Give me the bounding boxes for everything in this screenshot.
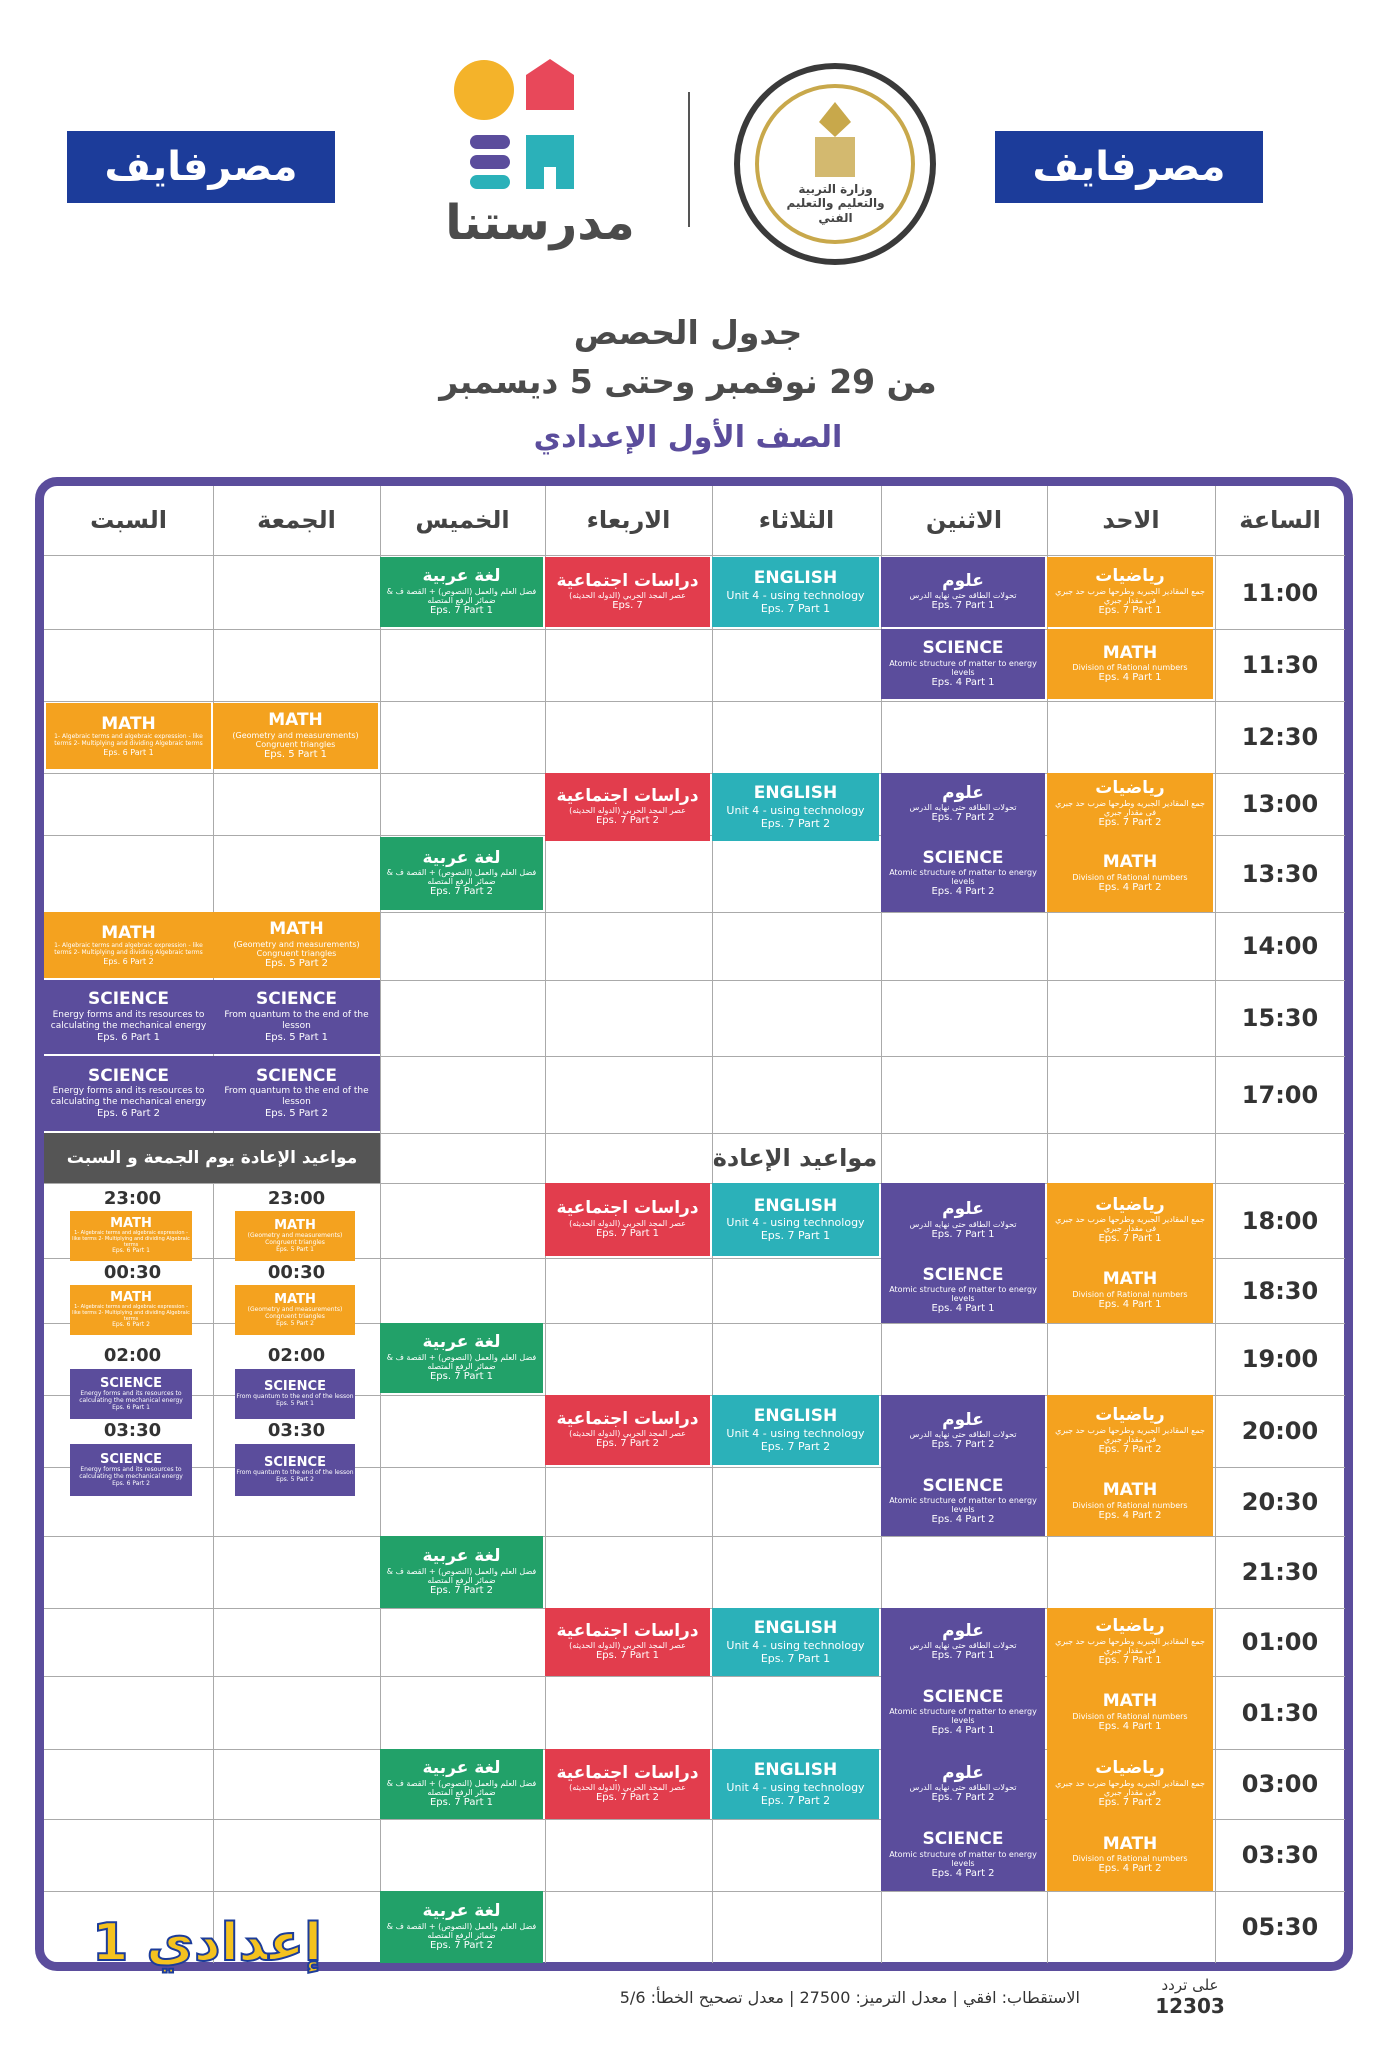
sun-riyadiyat-0100[interactable]: رياضيات جمع المقادير الجبريه وطرحها ضرب حد جبري فى مقدار جبري Eps. 7 Part 1 (1047, 1608, 1213, 1676)
grade-title: الصف الأول الإعدادي (533, 420, 843, 455)
time-1100: 11:00 (1241, 579, 1319, 607)
ministry-seal-icon (733, 62, 938, 267)
wed-social-1100[interactable]: دراسات اجتماعية عصر المجد الحربي (الدوله الحديثه) Eps. 7 (545, 557, 710, 627)
madrasetna-text: مدرستنا (445, 195, 635, 251)
time-0300: 03:00 (1241, 1770, 1319, 1798)
time-0100: 01:00 (1241, 1628, 1319, 1656)
grid-hline (44, 1891, 1345, 1892)
frequency-block (1150, 1976, 1230, 2018)
grid-vline (380, 486, 381, 1963)
wed-social-1800[interactable]: دراسات اجتماعية عصر المجد الحربي (الدوله الحديثه) Eps. 7 Part 1 (545, 1183, 710, 1256)
replay-weekend-title: مواعيد الإعادة يوم الجمعة و السبت (44, 1133, 380, 1183)
ministry-seal (733, 62, 938, 267)
mon-science-2030[interactable]: SCIENCE Atomic structure of matter to energy levels Eps. 4 Part 2 (881, 1467, 1045, 1536)
time-1130: 11:30 (1241, 651, 1319, 679)
fri-replay-time-0330: 03:30 (267, 1420, 326, 1441)
fri-replay-math-2300[interactable]: MATH (Geometry and measurements) Congruent triangles Eps. 5 Part 1 (235, 1211, 355, 1261)
mon-oloom-0300[interactable]: علوم تحولات الطاقه حتى نهايه الدرس Eps. 7 Part 2 (881, 1749, 1045, 1819)
tue-english-0300[interactable]: ENGLISH Unit 4 - using technology Eps. 7 Part 2 (712, 1749, 879, 1819)
fri-replay-time-0200: 02:00 (267, 1345, 326, 1366)
madrasetna-logo (440, 55, 640, 265)
schedule-dates: من 29 نوفمبر وحتى 5 ديسمبر (439, 362, 937, 401)
thu-arabic-0300[interactable]: لغة عربية فضل العلم والعمل (النصوص) + القصة ف & ضمائر الرفع المتصله Eps. 7 Part 1 (380, 1749, 543, 1819)
sun-math-1830[interactable]: MATH Division of Rational numbers Eps. 4 Part 1 (1047, 1258, 1213, 1323)
mon-science-1330[interactable]: SCIENCE Atomic structure of matter to energy levels Eps. 4 Part 2 (881, 835, 1045, 912)
sun-math-1130[interactable]: MATH Division of Rational numbers Eps. 4 Part 1 (1047, 629, 1213, 699)
time-1800: 18:00 (1241, 1206, 1319, 1235)
time-1530: 15:30 (1241, 1004, 1319, 1032)
sat-replay-math-0030[interactable]: MATH 1- Algebraic terms and algebraic expression - like terms 2- Multiplying and dividing Algebraic terms Eps. 6 Part 2 (70, 1285, 192, 1335)
col-saturday: السبت (90, 506, 167, 534)
sun-riyadiyat-1100[interactable]: رياضيات جمع المقادير الجبريه وطرحها ضرب حد جبري فى مقدار جبري Eps. 7 Part 1 (1047, 557, 1213, 627)
col-hour: الساعة (1239, 506, 1321, 534)
fri-science-1530[interactable]: SCIENCE From quantum to the end of the lesson Eps. 5 Part 1 (213, 980, 380, 1054)
tue-english-2000[interactable]: ENGLISH Unit 4 - using technology Eps. 7 Part 2 (712, 1395, 879, 1465)
sat-replay-time-0330: 03:30 (103, 1420, 162, 1441)
mon-oloom-1100[interactable]: علوم تحولات الطاقه حتى نهايه الدرس Eps. 7 Part 1 (881, 557, 1045, 627)
col-tuesday: الثلاثاء (758, 506, 835, 534)
mon-science-1130[interactable]: SCIENCE Atomic structure of matter to energy levels Eps. 4 Part 1 (881, 629, 1045, 699)
logo-divider (688, 92, 690, 227)
frequency-value: 12303 (1155, 1994, 1225, 2018)
col-thursday: الخميس (415, 506, 510, 534)
thu-arabic-2130[interactable]: لغة عربية فضل العلم والعمل (النصوص) + القصة ف & ضمائر الرفع المتصله Eps. 7 Part 2 (380, 1536, 543, 1608)
grid-hline (44, 701, 1345, 702)
sat-replay-time-2300: 23:00 (103, 1188, 162, 1209)
sat-replay-science-0330[interactable]: SCIENCE Energy forms and its resources to calculating the mechanical energy Eps. 6 Part 2 (70, 1444, 192, 1496)
sat-math-1230[interactable]: MATH 1- Algebraic terms and algebraic expression - like terms 2- Multiplying and dividing Algebraic terms Eps. 6 Part 1 (46, 703, 211, 769)
sun-math-2030[interactable]: MATH Division of Rational numbers Eps. 4 Part 2 (1047, 1467, 1213, 1536)
tue-english-1800[interactable]: ENGLISH Unit 4 - using technology Eps. 7 Part 1 (712, 1183, 879, 1256)
sun-riyadiyat-1300[interactable]: رياضيات جمع المقادير الجبريه وطرحها ضرب حد جبري فى مقدار جبري Eps. 7 Part 2 (1047, 773, 1213, 835)
time-2130: 21:30 (1241, 1558, 1319, 1586)
wed-social-2000[interactable]: دراسات اجتماعية عصر المجد الحربي (الدوله الحديثه) Eps. 7 Part 2 (545, 1395, 710, 1465)
grade-badge-text: إعدادي 1 (92, 1913, 322, 1973)
sun-riyadiyat-1800[interactable]: رياضيات جمع المقادير الجبريه وطرحها ضرب حد جبري فى مقدار جبري Eps. 7 Part 1 (1047, 1183, 1213, 1258)
grade-badge (82, 1903, 332, 1983)
sat-math-1400[interactable]: MATH 1- Algebraic terms and algebraic expression - like terms 2- Multiplying and dividing Algebraic terms Eps. 6 Part 2 (44, 912, 213, 978)
col-wednesday: الاربعاء (586, 506, 671, 534)
wed-social-0300[interactable]: دراسات اجتماعية عصر المجد الحربي (الدوله الحديثه) Eps. 7 Part 2 (545, 1749, 710, 1819)
sun-riyadiyat-2000[interactable]: رياضيات جمع المقادير الجبريه وطرحها ضرب حد جبري فى مقدار جبري Eps. 7 Part 2 (1047, 1395, 1213, 1467)
time-0330: 03:30 (1241, 1841, 1319, 1869)
brand-banner-left: مصرفايف (67, 131, 335, 203)
thu-arabic-0530[interactable]: لغة عربية فضل العلم والعمل (النصوص) + القصة ف & ضمائر الرفع المتصله Eps. 7 Part 2 (380, 1891, 543, 1963)
time-1830: 18:30 (1241, 1276, 1319, 1305)
col-friday: الجمعة (257, 506, 336, 534)
fri-science-1700[interactable]: SCIENCE From quantum to the end of the lesson Eps. 5 Part 2 (213, 1056, 380, 1131)
sat-replay-time-0200: 02:00 (103, 1345, 162, 1366)
time-0130: 01:30 (1241, 1698, 1319, 1727)
time-1400: 14:00 (1241, 932, 1319, 960)
thu-arabic-1900[interactable]: لغة عربية فضل العلم والعمل (النصوص) + القصة ف & ضمائر الرفع المتصله Eps. 7 Part 1 (380, 1323, 543, 1393)
fri-math-1400[interactable]: MATH (Geometry and measurements) Congruent triangles Eps. 5 Part 2 (213, 912, 380, 978)
tue-english-1300[interactable]: ENGLISH Unit 4 - using technology Eps. 7 Part 2 (712, 773, 879, 841)
sat-replay-time-0030: 00:30 (103, 1262, 162, 1283)
time-1700: 17:00 (1241, 1080, 1319, 1109)
wed-social-0100[interactable]: دراسات اجتماعية عصر المجد الحربي (الدوله الحديثه) Eps. 7 Part 1 (545, 1608, 710, 1676)
sun-riyadiyat-0300[interactable]: رياضيات جمع المقادير الجبريه وطرحها ضرب حد جبري فى مقدار جبري Eps. 7 Part 2 (1047, 1749, 1213, 1819)
thu-arabic-1330[interactable]: لغة عربية فضل العلم والعمل (النصوص) + القصة ف & ضمائر الرفع المتصله Eps. 7 Part 2 (380, 837, 543, 910)
grid-hline (44, 555, 1345, 556)
grid-hline (44, 1536, 1345, 1537)
broadcast-specs: الاستقطاب: افقي | معدل الترميز: 27500 | معدل تصحيح الخطأ: 5/6 (619, 1988, 1080, 2007)
fri-replay-time-0030: 00:30 (267, 1262, 326, 1283)
time-0530: 05:30 (1241, 1913, 1319, 1941)
fri-replay-time-2300: 23:00 (267, 1188, 326, 1209)
brand-banner-right: مصرفايف (995, 131, 1263, 203)
sat-replay-science-0200[interactable]: SCIENCE Energy forms and its resources to calculating the mechanical energy Eps. 6 Part 1 (70, 1369, 192, 1419)
wed-social-1300[interactable]: دراسات اجتماعية عصر المجد الحربي (الدوله الحديثه) Eps. 7 Part 2 (545, 773, 710, 841)
fri-replay-science-0330[interactable]: SCIENCE From quantum to the end of the lesson Eps. 5 Part 2 (235, 1444, 355, 1496)
sat-science-1700[interactable]: SCIENCE Energy forms and its resources to calculating the mechanical energy Eps. 6 Part 2 (44, 1056, 213, 1131)
mon-oloom-0100[interactable]: علوم تحولات الطاقه حتى نهايه الدرس Eps. 7 Part 1 (881, 1608, 1045, 1676)
time-2030: 20:30 (1241, 1487, 1319, 1516)
mon-oloom-2000[interactable]: علوم تحولات الطاقه حتى نهايه الدرس Eps. 7 Part 2 (881, 1395, 1045, 1467)
fri-replay-math-0030[interactable]: MATH (Geometry and measurements) Congruent triangles Eps. 5 Part 2 (235, 1285, 355, 1335)
col-sunday: الاحد (1102, 506, 1160, 534)
thu-arabic-1100[interactable]: لغة عربية فضل العلم والعمل (النصوص) + القصة ف & ضمائر الرفع المتصله Eps. 7 Part 1 (380, 557, 543, 627)
time-1330: 13:30 (1241, 859, 1319, 888)
schedule-title: جدول الحصص (573, 313, 803, 352)
ministry-name-ar: وزارة التربية والتعليم والتعليم الفني (786, 182, 885, 225)
replay-title: مواعيد الإعادة (712, 1144, 878, 1172)
mon-science-0130[interactable]: SCIENCE Atomic structure of matter to energy levels Eps. 4 Part 1 (881, 1676, 1045, 1749)
sun-math-0130[interactable]: MATH Division of Rational numbers Eps. 4 Part 1 (1047, 1676, 1213, 1749)
time-1300: 13:00 (1241, 790, 1319, 818)
time-1230: 12:30 (1241, 723, 1319, 751)
mon-science-0330[interactable]: SCIENCE Atomic structure of matter to energy levels Eps. 4 Part 2 (881, 1819, 1045, 1891)
sun-math-0330[interactable]: MATH Division of Rational numbers Eps. 4 Part 2 (1047, 1819, 1213, 1891)
frequency-label: على تردد (1161, 1976, 1219, 1994)
time-1900: 19:00 (1241, 1345, 1319, 1373)
mon-science-1830[interactable]: SCIENCE Atomic structure of matter to energy levels Eps. 4 Part 1 (881, 1258, 1045, 1323)
mon-oloom-1800[interactable]: علوم تحولات الطاقه حتى نهايه الدرس Eps. 7 Part 1 (881, 1183, 1045, 1258)
fri-replay-science-0200[interactable]: SCIENCE From quantum to the end of the lesson Eps. 5 Part 1 (235, 1369, 355, 1419)
sat-replay-math-2300[interactable]: MATH 1- Algebraic terms and algebraic expression - like terms 2- Multiplying and dividing Algebraic terms Eps. 6 Part 1 (70, 1211, 192, 1261)
sun-math-1330[interactable]: MATH Division of Rational numbers Eps. 4 Part 2 (1047, 835, 1213, 912)
time-2000: 20:00 (1241, 1417, 1319, 1445)
fri-math-1230[interactable]: MATH (Geometry and measurements) Congruent triangles Eps. 5 Part 1 (213, 703, 378, 769)
tue-english-0100[interactable]: ENGLISH Unit 4 - using technology Eps. 7 Part 1 (712, 1608, 879, 1676)
tue-english-1100[interactable]: ENGLISH Unit 4 - using technology Eps. 7 Part 1 (712, 557, 879, 627)
sat-science-1530[interactable]: SCIENCE Energy forms and its resources to calculating the mechanical energy Eps. 6 Part 1 (44, 980, 213, 1054)
col-monday: الاثنين (925, 506, 1003, 534)
mon-oloom-1300[interactable]: علوم تحولات الطاقه حتى نهايه الدرس Eps. 7 Part 2 (881, 773, 1045, 835)
